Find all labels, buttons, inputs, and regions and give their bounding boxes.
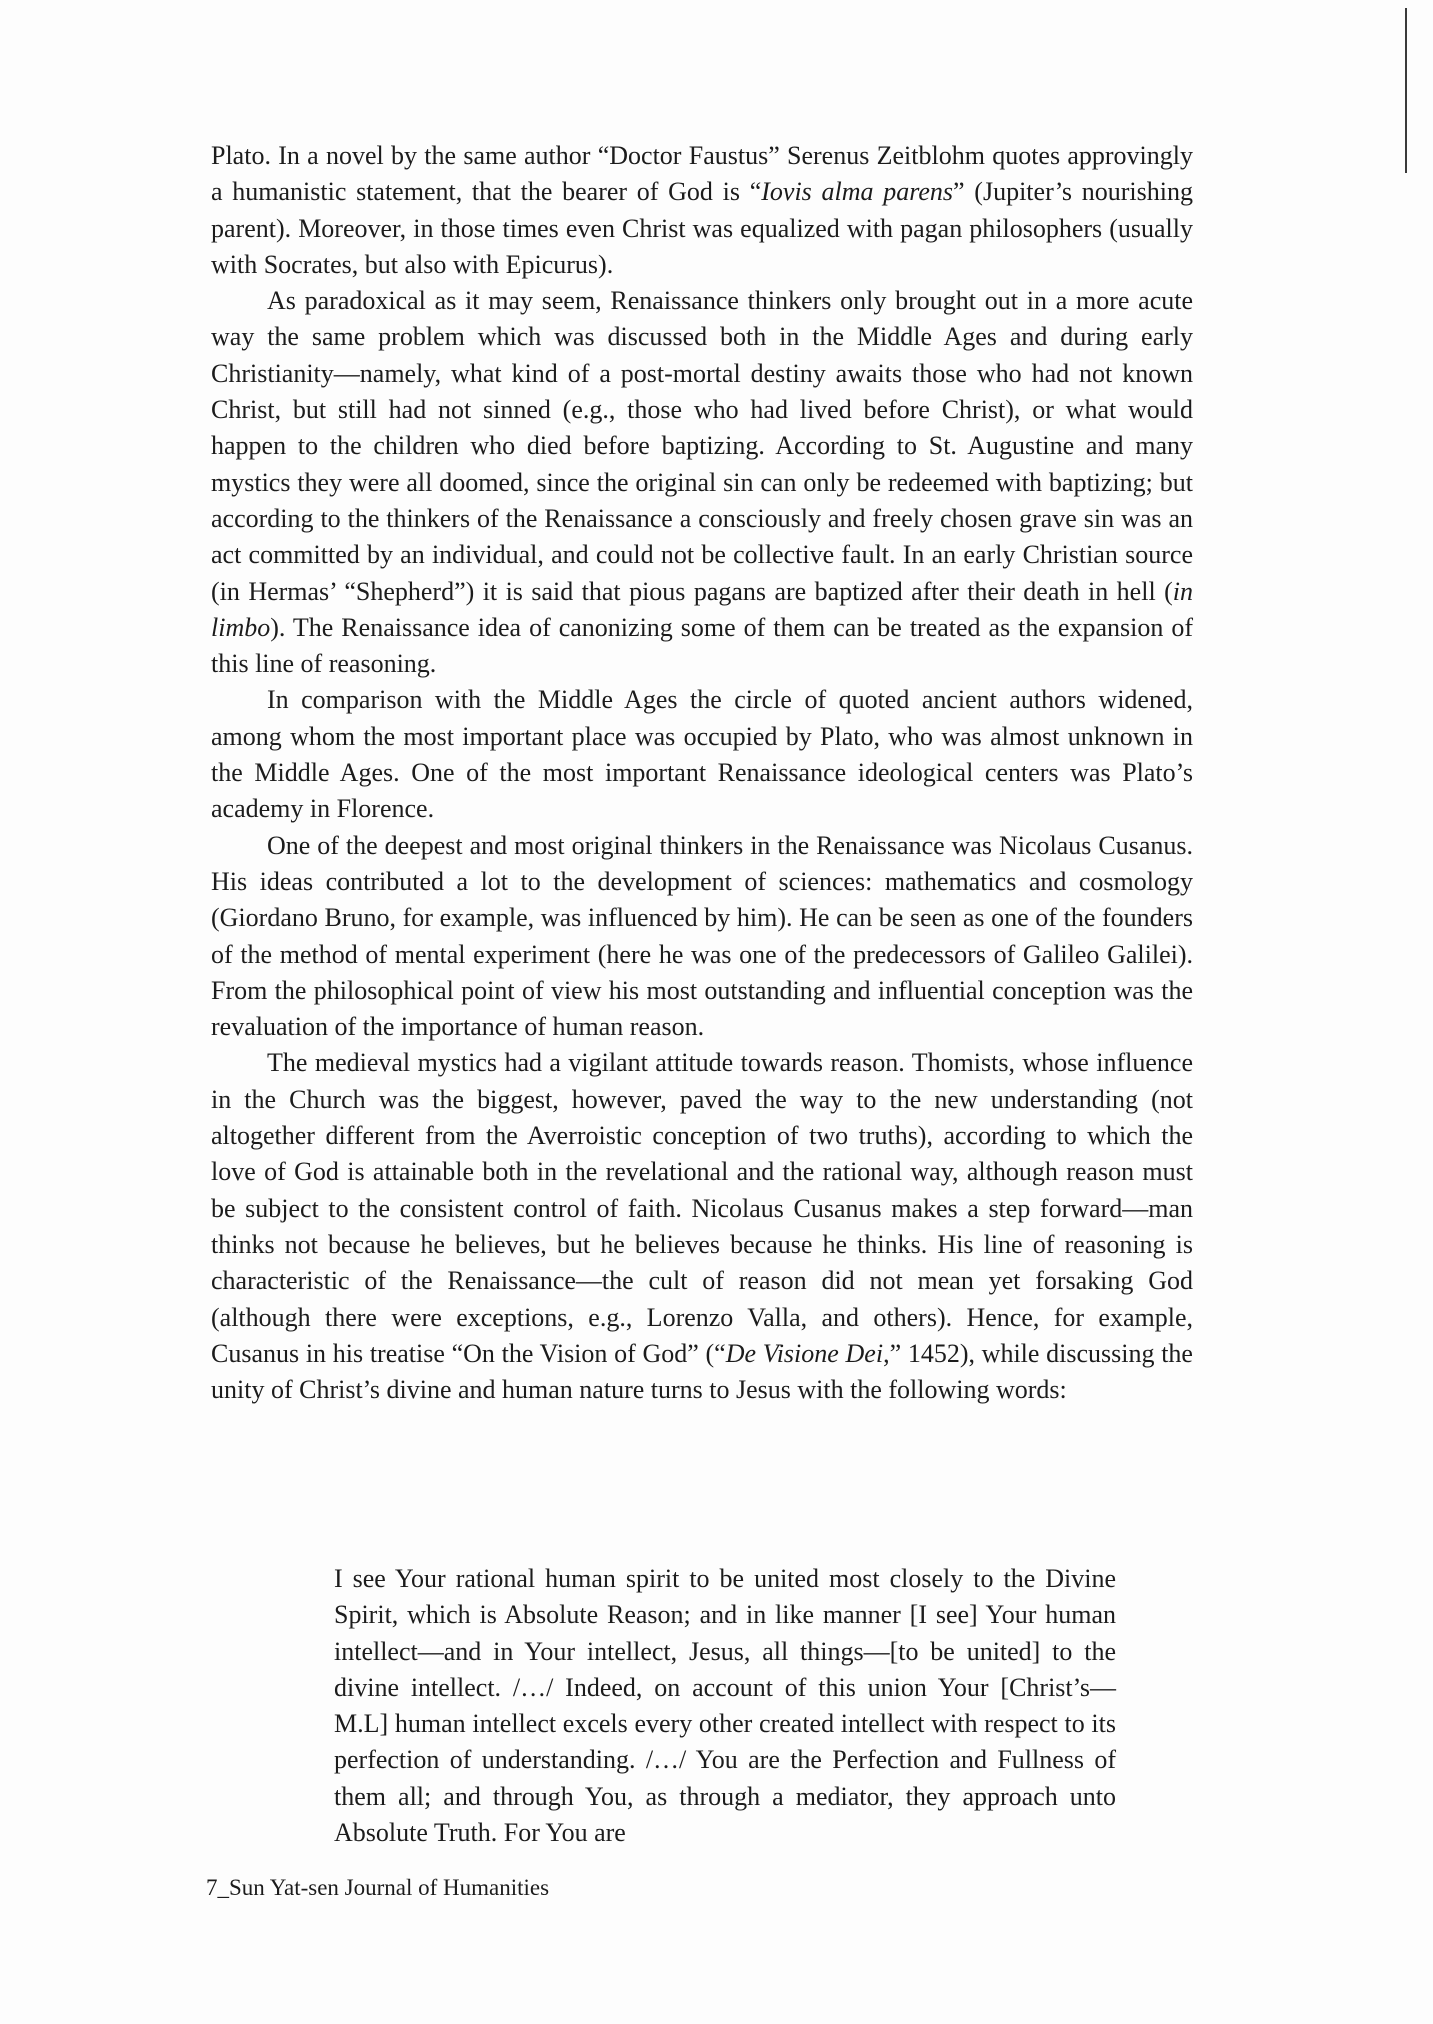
main-text	[211, 138, 1193, 1408]
paragraph-faustus: Plato. In a novel by the same author “Doctor Faustus” Serenus Zeitblohm quotes approvingly a humanistic statement, that the bearer of God is “Iovis alma parens” (Jupiter’s nourishing parent). Moreover, in those times even Christ was equalized with pagan philosophers (usually with Socrates, but also with Epicurus).	[211, 141, 1193, 279]
italic-phrase: in limbo	[211, 576, 1193, 642]
block-quote: I see Your rational human spirit to be united most closely to the Divine Spirit, which is Absolute Reason; and in like manner [I see] Your human intellect—and in Your intellect, Jesus, all things—[to be united] to the divine intellect. /…/ Indeed, on account of this union Your [Christ’s—M.L] human intellect excels every other created intellect with respect to its perfection of understanding. /…/ You are the Perfection and Fullness of them all; and through You, as through a mediator, they approach unto Absolute Truth. For You are	[334, 1564, 1116, 1848]
scan-edge-mark	[1405, 8, 1407, 173]
italic-phrase: De Visione Dei	[725, 1338, 884, 1368]
italic-phrase: Iovis alma parens	[761, 177, 954, 207]
page-footer: 7_Sun Yat-sen Journal of Humanities	[206, 1875, 550, 1900]
paragraph-plato: In comparison with the Middle Ages the circle of quoted ancient authors widened, among whom the most important place was occupied by Plato, who was almost unknown in the Middle Ages. One of the most important Renaissance ideological centers was Plato’s academy in Florence.	[211, 685, 1193, 824]
paragraph-reason: The medieval mystics had a vigilant attitude towards reason. Thomists, whose influence in the Church was the biggest, however, paved the way to the new understanding (not altogether different from the Averroistic conception of two truths), according to which the love of God is attainable both in the revelational and the rational way, although reason must be subject to the consistent control of faith. Nicolaus Cusanus makes a step forward—man thinks not because he believes, but he believes because he thinks. His line of reasoning is characteristic of the Renaissance—the cult of reason did not mean yet forsaking God (although there were exceptions, e.g., Lorenzo Valla, and others). Hence, for example, Cusanus in his treatise “On the Vision of God” (“De Visione Dei,” 1452), while discussing the unity of Christ’s divine and human nature turns to Jesus with the following words:	[211, 1048, 1193, 1405]
paragraph-paradox: As paradoxical as it may seem, Renaissance thinkers only brought out in a more acute way the same problem which was discussed both in the Middle Ages and during early Christianity—namely, what kind of a post-mortal destiny awaits those who had not known Christ, but still had not sinned (e.g., those who had lived before Christ), or what would happen to the children who died before baptizing. According to St. Augustine and many mystics they were all doomed, since the original sin can only be redeemed with baptizing; but according to the thinkers of the Renaissance a consciously and freely chosen grave sin was an act committed by an individual, and could not be collective fault. In an early Christian source (in Hermas’ “Shepherd”) it is said that pious pagans are baptized after their death in hell (in limbo). The Renaissance idea of canonizing some of them can be treated as the expansion of this line of reasoning.	[211, 286, 1193, 679]
paragraph-cusanus: One of the deepest and most original thinkers in the Renaissance was Nicolaus Cusanus. His ideas contributed a lot to the development of sciences: mathematics and cosmology (Giordano Bruno, for example, was influenced by him). He can be seen as one of the founders of the method of mental experiment (here he was one of the predecessors of Galileo Galilei). From the philosophical point of view his most outstanding and influential conception was the revaluation of the importance of human reason.	[211, 830, 1193, 1042]
